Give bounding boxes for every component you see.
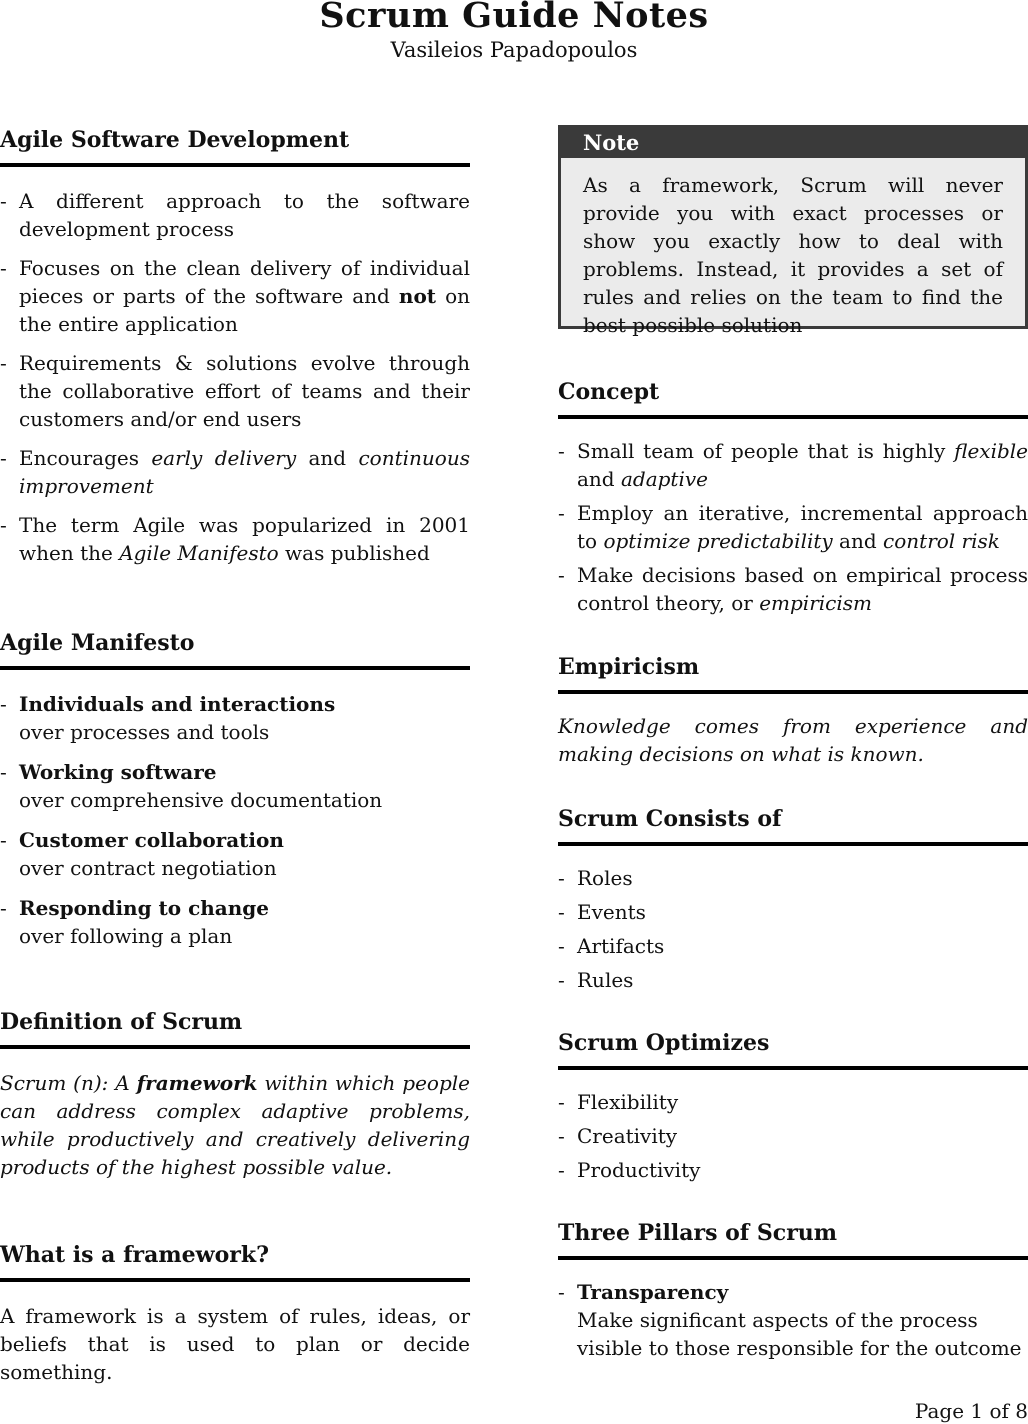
pillars-list — [558, 1278, 1028, 1362]
consists-list — [558, 864, 1028, 994]
list-item: - Make decisions based on empirical process control theory, or empiricism — [558, 561, 1028, 617]
manifesto-value: - Individuals and interactions over processes and tools — [0, 690, 470, 746]
section-title: Concept — [558, 377, 1028, 419]
list-item: - Small team of people that is highly flexible and adaptive — [558, 437, 1028, 493]
concept-list — [558, 437, 1028, 617]
section-title: Scrum Optimizes — [558, 1028, 1028, 1070]
list-item: - Artifacts — [558, 932, 1028, 960]
document-author: Vasileios Papadopoulos — [390, 38, 638, 62]
optimizes-list — [558, 1088, 1028, 1184]
list-item: - Flexibility — [558, 1088, 1028, 1116]
list-item: - Requirements & solutions evolve through the collaborative effort of teams and their customers and/or end users — [0, 349, 470, 433]
section-consists — [558, 804, 1028, 994]
section-title: Scrum Consists of — [558, 804, 1028, 846]
list-item: - The term Agile was popularized in 2001 when the Agile Manifesto was published — [0, 511, 470, 567]
list-item: - Focuses on the clean delivery of individual pieces or parts of the software and not on the entire application — [0, 254, 470, 338]
section-agile-manifesto — [0, 628, 470, 950]
page-number: Page 1 of 8 — [914, 1399, 1028, 1423]
pillar-item: - Transparency Make significant aspects of the process visible to those responsible for the outcome — [558, 1278, 1028, 1362]
section-title: Definition of Scrum — [0, 1007, 470, 1049]
manifesto-value: - Customer collaboration over contract negotiation — [0, 826, 470, 882]
empiricism-text: Knowledge comes from experience and making decisions on what is known. — [558, 714, 1028, 766]
section-optimizes — [558, 1028, 1028, 1184]
section-title: Agile Software Development — [0, 125, 470, 167]
manifesto-list — [0, 690, 470, 950]
note-heading: Note — [561, 128, 1025, 158]
manifesto-value: - Responding to change over following a plan — [0, 894, 470, 950]
section-empiricism — [558, 652, 1028, 768]
section-title: Empiricism — [558, 652, 1028, 694]
definition-text: Scrum (n): A framework within which people can address complex adaptive problems, while productively and creatively delivering products of the highest possible value. — [0, 1071, 470, 1179]
section-pillars — [558, 1218, 1028, 1362]
note-box — [558, 125, 1028, 337]
document-title: Scrum Guide Notes — [319, 0, 709, 36]
section-agile-development — [0, 125, 470, 567]
framework-text: A framework is a system of rules, ideas, or beliefs that is used to plan or decide something. — [0, 1304, 470, 1384]
list-item: - Rules — [558, 966, 1028, 994]
list-item: - Events — [558, 898, 1028, 926]
note-text: As a framework, Scrum will never provide you with exact processes or show you exactly how to deal with problems. Instead, it provides a set of rules and relies on the team to find the best possible solution — [583, 173, 1003, 337]
manifesto-value: - Working software over comprehensive documentation — [0, 758, 470, 814]
section-title: What is a framework? — [0, 1240, 470, 1282]
section-framework — [0, 1240, 470, 1386]
list-item: - A different approach to the software development process — [0, 187, 470, 243]
list-item: - Creativity — [558, 1122, 1028, 1150]
section-definition — [0, 1007, 470, 1181]
agile-dev-list — [0, 187, 470, 567]
list-item: - Productivity — [558, 1156, 1028, 1184]
section-title: Agile Manifesto — [0, 628, 470, 670]
list-item: - Encourages early delivery and continuous improvement — [0, 444, 470, 500]
section-title: Three Pillars of Scrum — [558, 1218, 1028, 1260]
section-concept — [558, 377, 1028, 617]
list-item: - Roles — [558, 864, 1028, 892]
list-item: - Employ an iterative, incremental approach to optimize predictability and control risk — [558, 499, 1028, 555]
